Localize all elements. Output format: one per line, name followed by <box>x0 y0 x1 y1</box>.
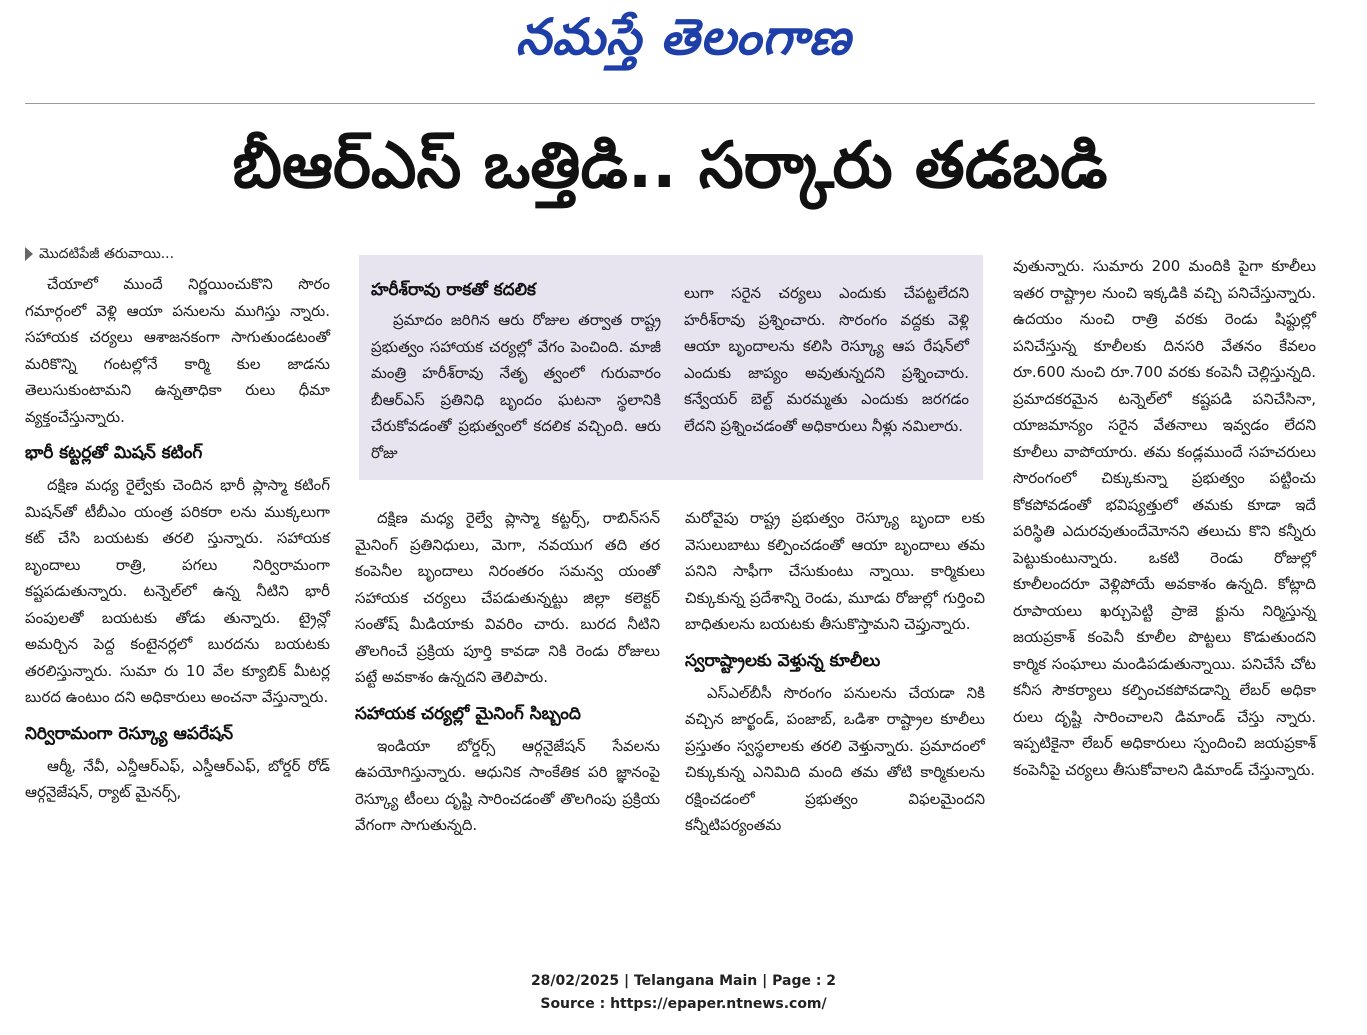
footer-date-line: 28/02/2025 | Telangana Main | Page : 2 <box>530 973 837 989</box>
column-1 <box>25 243 330 806</box>
subheading: నిర్విరామంగా రెస్క్యూ ఆపరేషన్‌ <box>25 723 234 744</box>
paragraph: వుతున్నారు. సుమారు 200 మందికి పైగా కూలీలు ఇతర రాష్ట్రాల నుంచి ఇక్కడికి వచ్చి పనిచేస్తున్నారు. ఉదయం నుంచి రాత్రి వరకు రెండు షిఫ్టుల్లో పనిచేస్తున్న కూలీలకు దినసరి వేతనం కేవలం రూ.600 నుంచి రూ.700 వరకు కంపెనీ చెల్లిస్తున్నది. ప్రమాదకరమైన టన్నెల్‌లో కష్టపడి పనిచేసినా, యాజమాన్యం సరైన వేతనాలు ఇవ్వడం లేదని కూలీలు వాపోయారు. తమ కండ్లముందే సహచరులు సొరంగంలో చిక్కుకున్నా ప్రభుత్వం పట్టించు కోకపోవడంతో భవిష్యత్తులో తమకు కూడా ఇదే పరిస్థితి ఎదురవుతుందేమోనని తలుచు కొని కన్నీరు పెట్టుకుంటున్నారు. ఒకటి రెండు రోజుల్లో కూలీలందరూ వెళ్లిపోయే అవకాశం ఉన్నది. కోట్లాది రూపాయలు ఖర్చుపెట్టి ప్రాజె క్టును నిర్మిస్తున్న జయప్రకాశ్‌ కంపెనీ కూలీల పొట్టలు కొడుతుందని కార్మిక సంఘాలు మండిపడుతున్నాయి. పనిచేసే చోట కనీస సౌకర్యాలు కల్పించకపోవడాన్ని లేబర్‌ అధికా రులు దృష్టి సారించాలని డిమాండ్‌ చేస్తు న్నారు. ఇప్పటికైనా లేబర్‌ అధికారులు స్పందించి జయప్రకాశ్‌ కంపెనీపై చర్యలు తీసుకోవాలని డిమాండ్‌ చేస్తున్నారు. <box>1013 257 1316 779</box>
subheading: సహాయక చర్యల్లో మైనింగ్‌ సిబ్బంది <box>355 703 581 724</box>
paragraph: లుగా సరైన చర్యలు ఎందుకు చేపట్టలేదని హరీశ్‌రావు ప్రశ్నించారు. సొరంగం వద్దకు వెళ్లి ఆయా బృందాలను కలిసి రెస్క్యూ ఆప రేషన్‌లో ఎందుకు జాప్యం అవుతున్నదని ప్రశ్నించారు. కన్వేయర్‌ బెల్ట్‌ మరమ్మతు ఎందుకు జరగడం లేదని ప్రశ్నించడంతో అధికారులు నీళ్లు నమిలారు. <box>684 284 969 435</box>
column-2 <box>355 505 660 839</box>
box-title: హరీశ్‌రావు రాకతో కదలిక <box>371 280 536 300</box>
paragraph: ఇండియా బోర్డర్స్‌ ఆర్గనైజేషన్‌ సేవలను ఉపయోగిస్తున్నారు. ఆధునిక సాంకేతిక పరి జ్ఞానంపై రెస్క్యూ టీంలు దృష్టి సారించడంతో తొలగింపు ప్రక్రియ వేగంగా సాగుతున్నది. <box>355 736 660 834</box>
box-column-left <box>371 255 661 466</box>
masthead-logo: నమస్తే తెలంగాణ <box>515 8 852 66</box>
paragraph: మరోవైపు రాష్ట్ర ప్రభుత్వం రెస్క్యూ బృందా లకు వెసులుబాటు కల్పించడంతో ఆయా బృందాలు తమ పనిని సాఫీగా చేసుకుంటు న్నాయి. కార్మికులు చిక్కుకున్న ప్రదేశాన్ని రెండు, మూడు రోజుల్లో గుర్తించి బాధితులను బయటకు తీసుకొస్తామని చెప్తున్నారు. <box>685 509 985 633</box>
paragraph: ప్రమాదం జరిగిన ఆరు రోజుల తర్వాత రాష్ట్ర ప్రభుత్వం సహాయక చర్యల్లో వేగం పెంచింది. మాజీ మంత్రి హరీశ్‌రావు నేతృ త్వంలో గురువారం బీఆర్‌ఎస్‌ ప్రతినిధి బృందం ఘటనా స్థలానికి చేరుకోవడంతో ప్రభుత్వంలో కదలిక వచ్చింది. ఆరు రోజు <box>371 311 661 462</box>
column-4 <box>1013 253 1316 783</box>
paragraph: ఆర్మీ, నేవీ, ఎన్డీఆర్‌ఎఫ్‌, ఎస్డీఆర్‌ఎఫ్‌, బోర్డర్‌ రోడ్‌ ఆర్గనైజేషన్‌, ర్యాట్‌ మైనర్స్‌, <box>25 756 330 801</box>
article-headline: బీఆర్‌ఎస్‌ ఒత్తిడి.. సర్కారు తడబడి <box>232 129 1108 203</box>
masthead-divider <box>25 103 1315 104</box>
continued-text: మొదటిపేజీ తరువాయి... <box>39 246 175 262</box>
paragraph: చేయాలో ముందే నిర్ణయించుకొని సొరం గమార్గంలో వెళ్లి ఆయా పనులను ముగిస్తు న్నారు. సహాయక చర్యలు ఆశాజనకంగా సాగుతుండటంతో మరికొన్ని గంటల్లోనే కార్మి కుల జాడను తెలుసుకుంటామని ఉన్నతాధికా రులు ధీమా వ్యక్తంచేస్తున్నారు. <box>25 275 330 426</box>
subheading: స్వరాష్ట్రాలకు వెళ్తున్న కూలీలు <box>685 650 881 671</box>
column-3 <box>685 505 985 839</box>
subheading: భారీ కట్టర్లతో మిషన్‌ కటింగ్‌ <box>25 443 203 463</box>
footer-source-line: Source : https://epaper.ntnews.com/ <box>540 996 827 1012</box>
paragraph: దక్షిణ మధ్య రైల్వేకు చెందిన భారీ ప్లాస్మా కటింగ్‌ మిషన్‌తో టీబీఎం యంత్ర పరికరా లను ముక్కలుగా కట్‌ చేసి బయటకు తరలి స్తున్నారు. సహాయక బృందాలు రాత్రి, పగలు నిర్విరామంగా కష్టపడుతున్నారు. టన్నెల్‌లో ఉన్న నీటిని భారీ పంపులతో బయటకు తోడు తున్నారు. ట్రైన్లో అమర్చిన పెద్ద కంటైనర్లలో బురదను బయటకు తరలిస్తున్నారు. సుమా రు 10 వేల క్యూబిక్‌ మీటర్ల బురద ఉంటుం దని అధికారులు అంచనా వేస్తున్నారు. <box>25 476 330 706</box>
paragraph: ఎస్‌ఎల్‌బీసీ సొరంగం పనులను చేయడా నికి వచ్చిన జార్ఖండ్‌, పంజాబ్‌, ఒడిశా రాష్ట్రాల కూలీలు ప్రస్తుతం స్వస్థలాలకు తరలి వెళ్తున్నారు. ప్రమాదంలో చిక్కుకున్న ఎనిమిది మంది తమ తోటి కార్మికులను రక్షించడంలో ప్రభుత్వం విఫలమైందని కన్నీటిపర్యంతమ <box>685 683 985 834</box>
arrow-right-icon <box>25 247 33 261</box>
box-column-right <box>684 280 969 439</box>
paragraph: దక్షిణ మధ్య రైల్వే ప్లాస్మా కట్టర్స్‌, రాబిన్‌సన్‌ మైనింగ్‌ ప్రతినిధులు, మెగా, నవయుగ తది తర కంపెనీల బృందాలు నిరంతరం సమన్వ యంతో సహాయక చర్యలు చేపడుతున్నట్టు జిల్లా కలెక్టర్‌ సంతోష్‌ మీడియాకు వివరిం చారు. బురద నీటిని తొలగించే ప్రక్రియ పూర్తి కావడా నికి రెండు రోజులు పట్టే అవకాశం ఉన్నదని తెలిపారు. <box>355 509 660 686</box>
sidebar-box <box>359 255 983 480</box>
continued-label <box>25 243 330 265</box>
